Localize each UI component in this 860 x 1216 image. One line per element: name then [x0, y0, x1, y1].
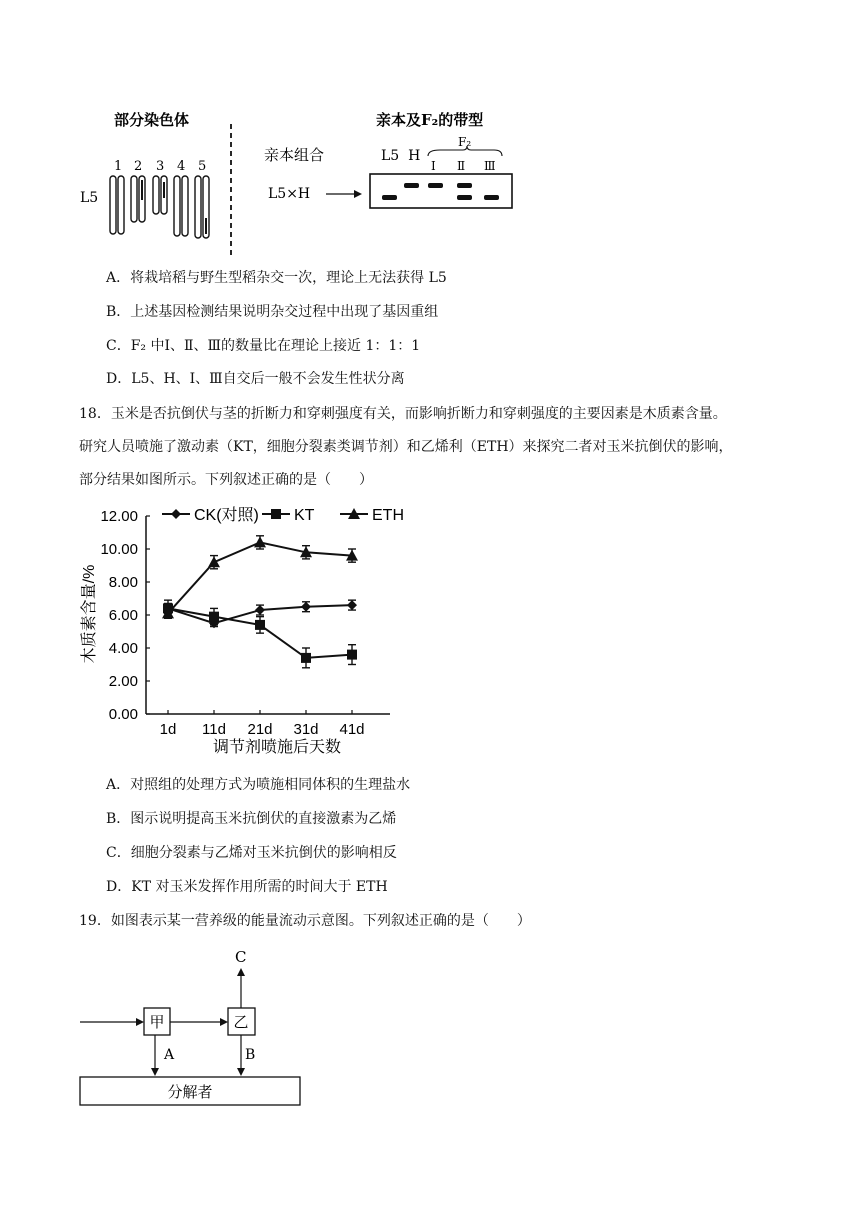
q18-option-a	[106, 775, 410, 795]
option-letter: D．	[106, 879, 132, 895]
chromosome-pair-2	[131, 176, 145, 222]
arrow-to-c-head	[237, 968, 245, 976]
q18-option-c	[106, 843, 397, 863]
legend-label: KT	[294, 507, 315, 524]
q17-option-d	[106, 369, 405, 389]
band-h	[404, 183, 419, 188]
banding-panel-title: 亲本及F₂的带型	[376, 111, 484, 129]
chromosome-pair-4	[174, 176, 188, 236]
y-tick-label: 12.00	[100, 508, 138, 525]
y-tick-label: 4.00	[108, 640, 138, 657]
data-point	[347, 600, 357, 610]
data-point	[347, 650, 357, 660]
option-letter: D．	[106, 371, 132, 387]
label-c: C	[235, 948, 247, 966]
option-text: 图示说明提高玉米抗倒伏的直接激素为乙烯	[130, 811, 397, 827]
input-arrow-head	[136, 1018, 144, 1026]
f2-type-label: Ⅱ	[457, 159, 466, 173]
cross-header: 亲本组合	[264, 146, 325, 164]
cross-label: L5×H	[268, 186, 311, 202]
decomposer-label: 分解者	[167, 1083, 213, 1101]
band-f2-ii-top	[457, 183, 472, 188]
q17-option-b	[106, 302, 438, 322]
node-yi: 乙	[233, 1013, 249, 1031]
chart-legend	[162, 506, 404, 524]
label-b: B	[245, 1047, 256, 1063]
option-letter: B．	[106, 304, 131, 320]
q18-stem-line: 研究人员喷施了激动素（KT，细胞分裂素类调节剂）和乙烯利（ETH）来探究二者对玉米抗倒伏的影响，	[79, 439, 733, 455]
arrow-a-head	[151, 1068, 159, 1076]
option-letter: C．	[106, 845, 131, 861]
data-point	[255, 605, 265, 615]
legend-marker	[171, 509, 181, 519]
chromosome-number: 2	[134, 159, 143, 174]
q18-option-b	[106, 809, 396, 829]
data-point	[209, 612, 219, 622]
option-text: KT 对玉米发挥作用所需的时间大于 ETH	[131, 879, 388, 895]
cross-arrow-head	[354, 190, 362, 198]
x-tick-label: 31d	[293, 721, 319, 738]
node-jia: 甲	[149, 1013, 165, 1031]
legend-label: ETH	[372, 507, 404, 524]
chromosome-figure	[70, 100, 530, 260]
parent-columns: L5 H	[381, 148, 421, 164]
chart-ticks	[100, 508, 364, 738]
x-tick-label: 11d	[202, 721, 226, 738]
chromosome-numbers	[114, 159, 206, 174]
sample-label: L5	[80, 190, 99, 206]
chromosome-number: 1	[114, 159, 123, 174]
data-point	[301, 653, 311, 663]
chromosome-pair-3	[153, 176, 167, 214]
x-tick-label: 1d	[159, 721, 177, 738]
legend-marker	[271, 509, 281, 519]
q18-stem-line: 部分结果如图所示。下列叙述正确的是（ ）	[79, 472, 373, 488]
chart-series	[162, 536, 358, 668]
band-l5	[382, 195, 397, 200]
option-text: 细胞分裂素与乙烯对玉米抗倒伏的影响相反	[130, 845, 397, 861]
f2-type-labels	[431, 159, 496, 173]
option-text: 将栽培稻与野生型稻杂交一次，理论上无法获得 L5	[130, 270, 447, 286]
option-letter: A．	[106, 270, 131, 286]
q17-option-a	[106, 268, 447, 288]
chart-axes	[146, 516, 390, 714]
y-tick-label: 10.00	[100, 541, 138, 558]
jia-to-yi-arrow-head	[220, 1018, 228, 1026]
legend-label: CK(对照)	[194, 507, 259, 524]
band-f2-i	[428, 183, 443, 188]
x-tick-label: 21d	[247, 721, 273, 738]
option-letter: B．	[106, 811, 131, 827]
chromosome-number: 3	[156, 159, 165, 174]
f2-type-label: Ⅲ	[484, 159, 496, 173]
data-point	[254, 536, 266, 547]
q18-stem-line: 18．玉米是否抗倒伏与茎的折断力和穿刺强度有关，而影响折断力和穿刺强度的主要因素是木质素含量。	[79, 406, 727, 422]
x-tick-label: 41d	[339, 721, 365, 738]
option-text: 对照组的处理方式为喷施相同体积的生理盐水	[130, 777, 411, 793]
f2-type-label: Ⅰ	[431, 159, 436, 173]
y-tick-label: 8.00	[108, 574, 138, 591]
y-tick-label: 0.00	[108, 706, 138, 723]
energy-flow-diagram	[76, 944, 316, 1110]
f2-label: F₂	[458, 135, 472, 149]
option-text: 上述基因检测结果说明杂交过程中出现了基因重组	[130, 304, 439, 320]
series-line	[168, 542, 352, 613]
chromosome-number: 5	[198, 159, 207, 174]
data-point	[255, 620, 265, 630]
chromosome-panel-title: 部分染色体	[114, 111, 190, 129]
chromosome-number: 4	[177, 159, 186, 174]
chromosomes	[110, 176, 209, 238]
y-tick-label: 2.00	[108, 673, 138, 690]
option-letter: C．	[106, 338, 131, 354]
band-f2-iii	[484, 195, 499, 200]
chromosome-pair-1	[110, 176, 124, 234]
gel-box	[370, 174, 512, 208]
q19-stem: 19．如图表示某一营养级的能量流动示意图。下列叙述正确的是（ ）	[79, 913, 531, 929]
option-text: F₂ 中Ⅰ、Ⅱ、Ⅲ的数量比在理论上接近 1：1：1	[130, 338, 421, 354]
q17-option-c	[106, 336, 420, 356]
data-point	[208, 556, 220, 567]
option-text: L5、H、Ⅰ、Ⅲ自交后一般不会发生性状分离	[131, 371, 405, 387]
q18-option-d	[106, 877, 388, 897]
arrow-b-head	[237, 1068, 245, 1076]
chromosome-pair-5	[195, 176, 209, 238]
x-axis-label: 调节剂喷施后天数	[212, 739, 342, 756]
band-f2-ii-bottom	[457, 195, 472, 200]
option-letter: A．	[106, 777, 131, 793]
lignin-line-chart	[74, 498, 414, 764]
data-point	[301, 602, 311, 612]
label-a: A	[164, 1047, 175, 1063]
y-axis-label: 木质素含量/%	[81, 564, 98, 664]
y-tick-label: 6.00	[108, 607, 138, 624]
